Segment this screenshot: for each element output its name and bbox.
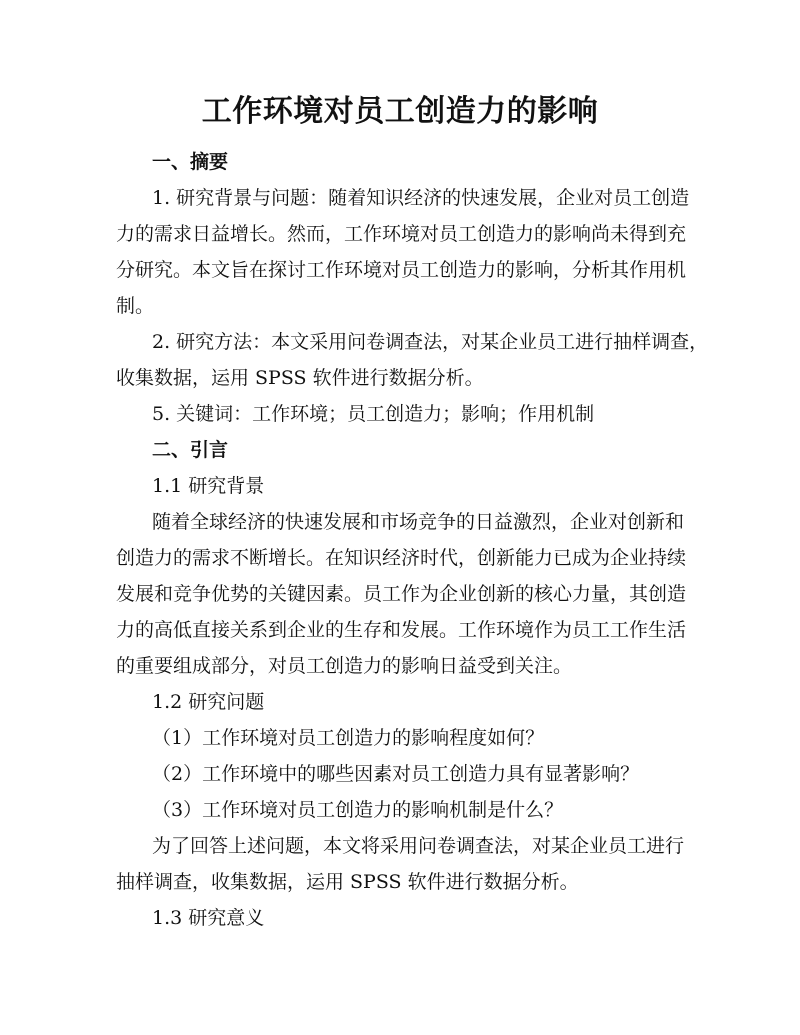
research-question-2: （2）工作环境中的哪些因素对员工创造力具有显著影响？ — [152, 763, 640, 785]
document-title: 工作环境对员工创造力的影响 — [201, 94, 599, 129]
section-heading-abstract: 一、摘要 — [152, 151, 229, 173]
background-paragraph-line-4: 力的高低直接关系到企业的生存和发展。工作环境作为员工工作生活 — [116, 619, 687, 641]
abstract-paragraph-1-line-3: 分研究。本文旨在探讨工作环境对员工创造力的影响，分析其作用机 — [116, 259, 687, 281]
background-paragraph-line-2: 创造力的需求不断增长。在知识经济时代，创新能力已成为企业持续 — [116, 547, 687, 569]
section-heading-introduction: 二、引言 — [152, 439, 229, 461]
background-paragraph-line-1: 随着全球经济的快速发展和市场竞争的日益激烈，企业对创新和 — [152, 511, 685, 533]
answer-paragraph-line-2: 抽样调查，收集数据，运用 SPSS 软件进行数据分析。 — [116, 871, 579, 893]
abstract-paragraph-1-line-1: 1. 研究背景与问题：随着知识经济的快速发展，企业对员工创造 — [152, 187, 690, 209]
abstract-keywords: 5. 关键词：工作环境；员工创造力；影响；作用机制 — [152, 403, 595, 425]
abstract-paragraph-1-line-4: 制。 — [116, 295, 155, 317]
answer-paragraph-line-1: 为了回答上述问题，本文将采用问卷调查法，对某企业员工进行 — [152, 835, 685, 857]
abstract-paragraph-2-line-2: 收集数据，运用 SPSS 软件进行数据分析。 — [116, 367, 484, 389]
research-question-1: （1）工作环境对员工创造力的影响程度如何？ — [152, 727, 545, 749]
subsection-heading-1-1: 1.1 研究背景 — [152, 475, 265, 497]
subsection-heading-1-2: 1.2 研究问题 — [152, 691, 265, 713]
background-paragraph-line-5: 的重要组成部分，对员工创造力的影响日益受到关注。 — [116, 655, 573, 677]
background-paragraph-line-3: 发展和竞争优势的关键因素。员工作为企业创新的核心力量，其创造 — [116, 583, 687, 605]
abstract-paragraph-1-line-2: 力的需求日益增长。然而，工作环境对员工创造力的影响尚未得到充 — [116, 223, 687, 245]
subsection-heading-1-3: 1.3 研究意义 — [152, 907, 265, 929]
abstract-paragraph-2-line-1: 2. 研究方法：本文采用问卷调查法，对某企业员工进行抽样调查， — [152, 331, 709, 353]
research-question-3: （3）工作环境对员工创造力的影响机制是什么？ — [152, 799, 564, 821]
